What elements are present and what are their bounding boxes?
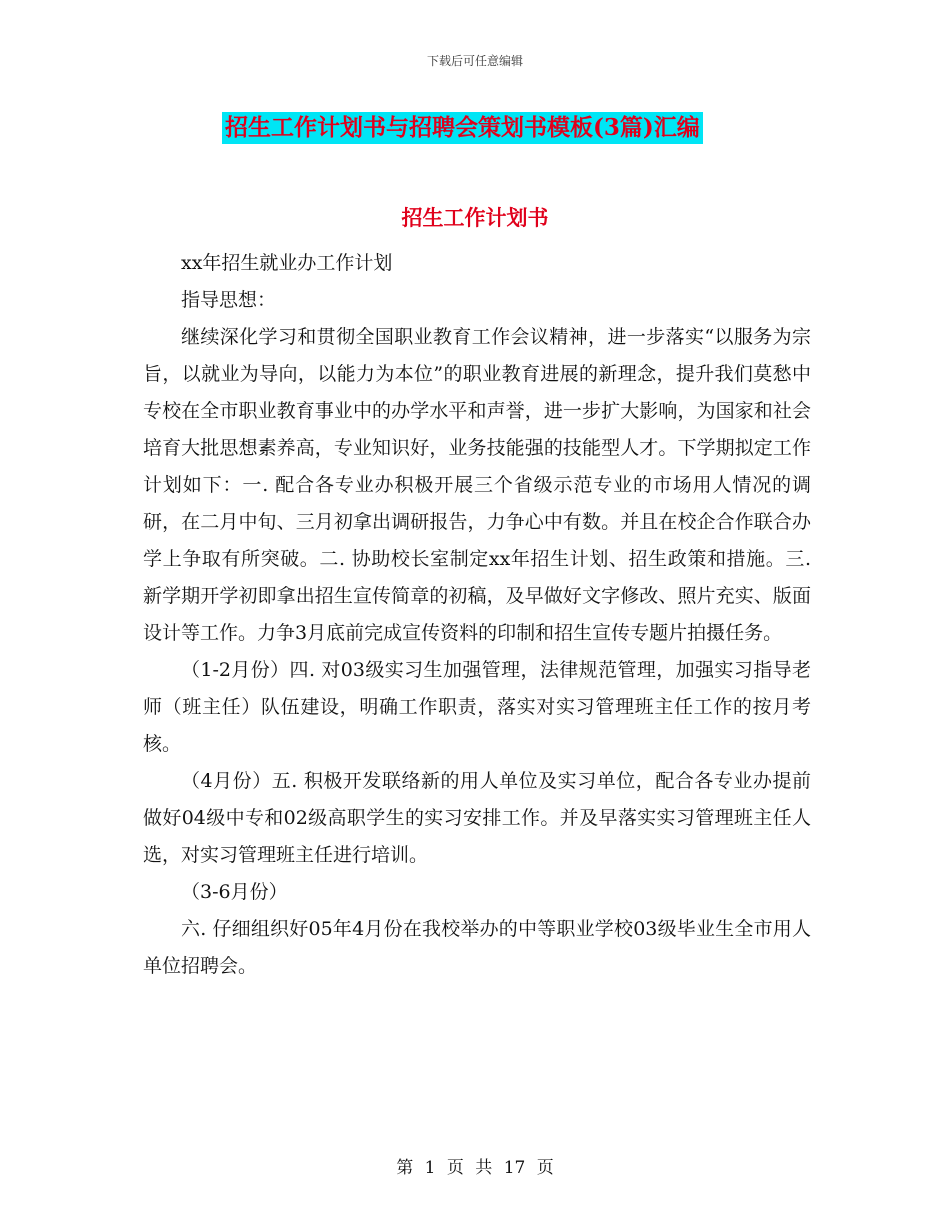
page-header-note: 下载后可任意编辑 [426, 54, 523, 68]
document-main-title: 招生工作计划书与招聘会策划书模板(3篇)汇编 [222, 112, 703, 144]
section-title: 招生工作计划书 [401, 205, 549, 230]
document-body [143, 245, 811, 985]
paragraph-guiding-thought: 继续深化学习和贯彻全国职业教育工作会议精神，进一步落实“以服务为宗旨，以就业为导向，以能力为本位”的职业教育进展的新理念，提升我们莫愁中专校在全市职业教育事业中的办学水平和声誉，进一步扩大影响，为国家和社会培育大批思想素养高，专业知识好，业务技能强的技能型人才。下学期拟定工作计划如下：一. 配合各专业办积极开展三个省级示范专业的市场用人情况的调研，在二月中旬、三月初拿出调研报告，力争心中有数。并且在校企合作联合办学上争取有所突破。二. 协助校长室制定xx年招生计划、招生政策和措施。三. 新学期开学初即拿出招生宣传简章的初稿，及早做好文字修改、照片充实、版面设计等工作。力争3月底前完成宣传资料的印制和招生宣传专题片拍摄任务。 [143, 326, 811, 644]
paragraph-plan-heading: xx年招生就业办工作计划 [181, 252, 393, 274]
paragraph-guiding-thought-label: 指导思想： [181, 289, 277, 311]
page-number-footer: 第 1 页 共 17 页 [396, 1158, 554, 1178]
paragraph-period-label: （3-6月份） [181, 881, 288, 903]
paragraph-item-four: （1-2月份）四. 对03级实习生加强管理，法律规范管理，加强实习指导老师（班主任）队伍建设，明确工作职责，落实对实习管理班主任工作的按月考核。 [143, 659, 811, 755]
paragraph-item-six: 六. 仔细组织好05年4月份在我校举办的中等职业学校03级毕业生全市用人单位招聘会。 [143, 918, 811, 977]
paragraph-item-five: （4月份）五. 积极开发联络新的用人单位及实习单位，配合各专业办提前做好04级中专和02级高职学生的实习安排工作。并及早落实实习管理班主任人选，对实习管理班主任进行培训。 [143, 770, 811, 866]
